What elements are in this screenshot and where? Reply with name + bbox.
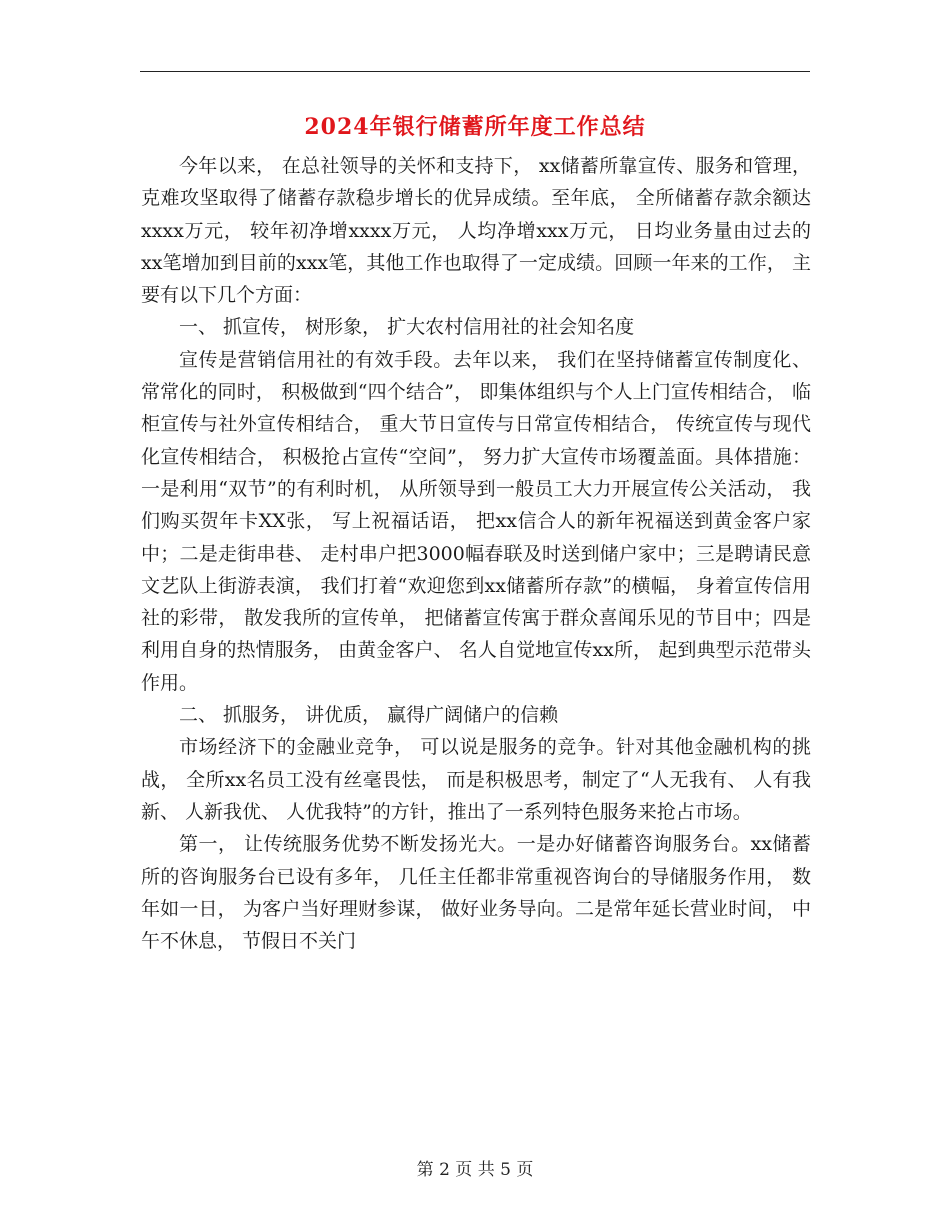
paragraph-traditional-service: 第一， 让传统服务优势不断发扬光大。一是办好储蓄咨询服务台。xx储蓄所的咨询服务台已设有多年， 几任主任都非常重视咨询台的导储服务作用， 数年如一日， 为客户当好理财参谋， 做好业务导向。二是常年延长营业时间， 中午不休息， 节假日不关门 — [141, 833, 811, 953]
paragraph-publicity: 宣传是营销信用社的有效手段。去年以来， 我们在坚持储蓄宣传制度化、常常化的同时， 积极做到“四个结合”， 即集体组织与个人上门宣传相结合， 临柜宣传与社外宣传相结合， 重大节日宣传与日常宣传相结合， 传统宣传与现代化宣传相结合， 积极抢占宣传“空间”， 努力扩大宣传市场覆盖面。具体措施：一是利用“双节”的有利时机， 从所领导到一般员工大力开展宣传公关活动， 我们购买贺年卡XX张， 写上祝福话语， 把xx信合人的新年祝福送到黄金客户家中；二是走街串巷、 走村串户把3000幅春联及时送到储户家中；三是聘请民意文艺队上街游表演， 我们打着“欢迎您到xx储蓄所存款”的横幅， 身着宣传信用社的彩带， 散发我所的宣传单， 把储蓄宣传寓于群众喜闻乐见的节目中；四是利用自身的热情服务， 由黄金客户、 名人自觉地宣传xx所， 起到典型示范带头作用。 — [141, 348, 811, 694]
section-heading-1: 一、 抓宣传， 树形象， 扩大农村信用社的社会知名度 — [179, 316, 635, 339]
header-rule — [140, 71, 810, 72]
section-heading-2: 二、 抓服务， 讲优质， 赢得广阔储户的信赖 — [179, 704, 559, 727]
page-number: 第 2 页 共 5 页 — [416, 1160, 534, 1180]
document-body — [141, 150, 811, 957]
paragraph-intro: 今年以来， 在总社领导的关怀和支持下， xx储蓄所靠宣传、服务和管理， 克难攻坚取得了储蓄存款稳步增长的优异成绩。至年底， 全所储蓄存款余额达xxxx万元， 较年初净增xxxx万元， 人均净增xxx万元， 日均业务量由过去的xx笔增加到目前的xxx笔，其他工作也取得了一定成绩。回顾一年来的工作， 主要有以下几个方面： — [141, 155, 811, 307]
document-title: 2024年银行储蓄所年度工作总结 — [304, 114, 646, 140]
paragraph-competition: 市场经济下的金融业竞争， 可以说是服务的竞争。针对其他金融机构的挑战， 全所xx名员工没有丝毫畏怯， 而是积极思考，制定了“人无我有、 人有我新、 人新我优、 人优我特”的方针，推出了一系列特色服务来抢占市场。 — [141, 736, 811, 823]
